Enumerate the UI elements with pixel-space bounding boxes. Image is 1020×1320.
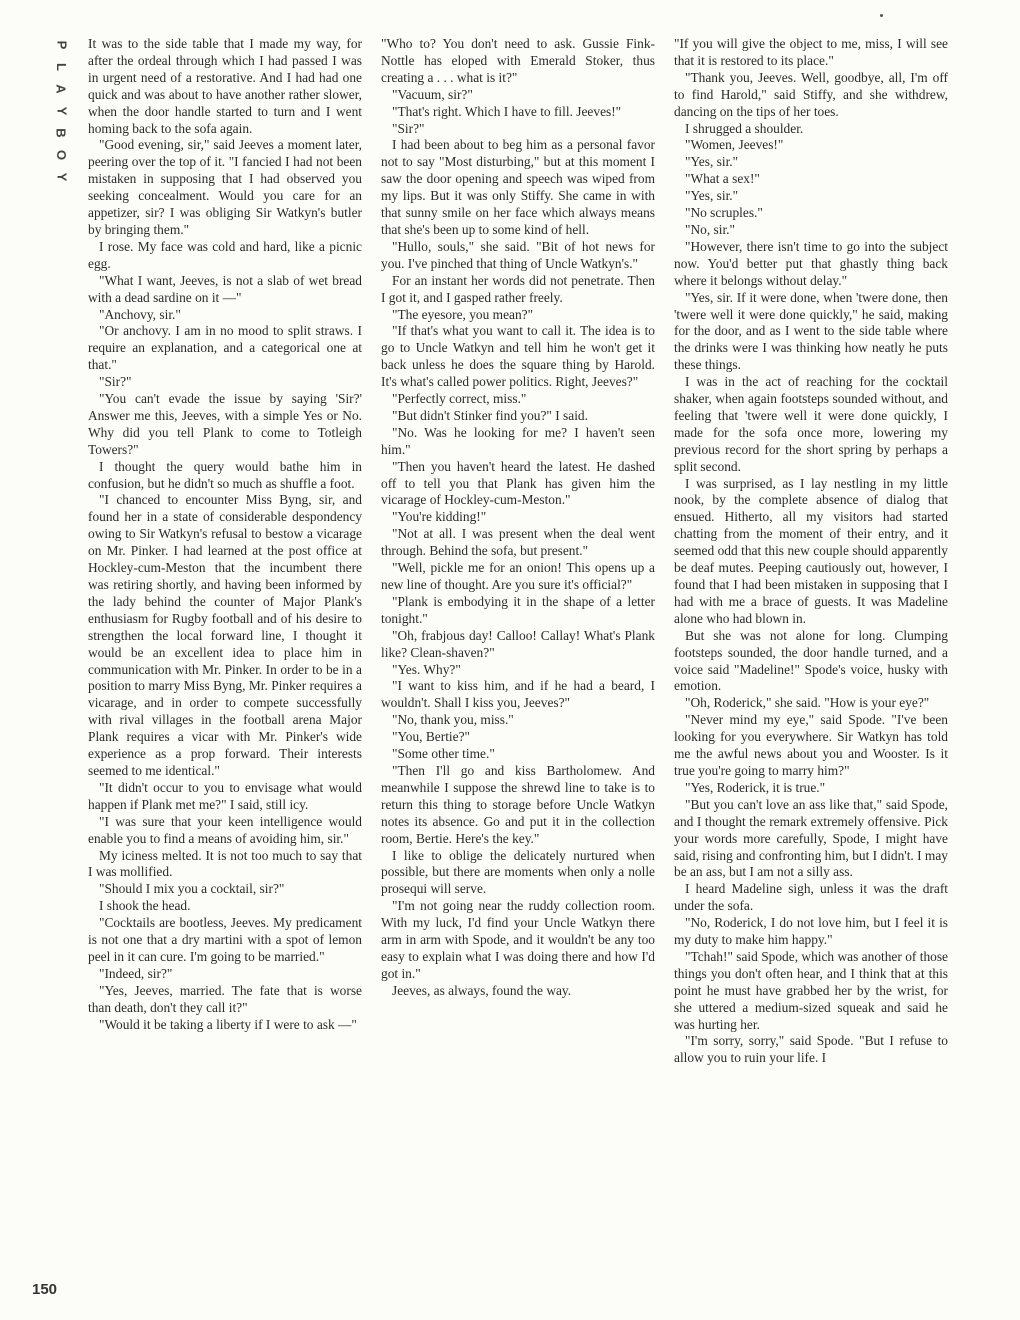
- paragraph: "Sir?": [392, 120, 425, 136]
- paragraph: "Anchovy, sir.": [99, 306, 181, 322]
- paragraph: I shook the head.: [99, 898, 191, 914]
- paragraph: "I chanced to encounter Miss Byng, sir, and found her in a state of considerable despondency owing to Sir Watkyn's refusal to bestow a vicarage on Mr. Pinker. I had learned at the post office at Hockley-cum-Meston that the incumbent there was retiring shortly, and having been informed by the lady behind the counter of Major Plank's enthusiasm for Rugby football and of his desire to strengthen the local forward line, I thought it would be an excellent idea to place him in communication with Mr. Pinker. In order to be in a position to marry Miss Byng, Mr. Pinker requires a vicarage, and in order to compete successfully with rival villages in the football arena Major Plank requires a vicar with Mr. Pinker's wide experience as a prop forward. Their interests seemed to me identical.": [88, 492, 362, 778]
- paragraph: "That's right. Which I have to fill. Jeeves!": [392, 103, 622, 119]
- paragraph: "Plank is embodying it in the shape of a letter tonight.": [381, 593, 655, 626]
- paragraph: "But you can't love an ass like that," said Spode, and I thought the remark extremely offensive. Pick your words more carefully, Spode, I might have said, rising and confronting him, but I didn't. I may be an ass, but I am not a silly ass.: [674, 796, 948, 880]
- paragraph: "But didn't Stinker find you?" I said.: [392, 407, 588, 423]
- paragraph: "No. Was he looking for me? I haven't seen him.": [381, 424, 655, 457]
- paragraph: "If you will give the object to me, miss, I will see that it is restored to its place.": [674, 36, 948, 68]
- paragraph: "I'm not going near the ruddy collection room. With my luck, I'd find your Uncle Watkyn there arm in arm with Spode, and it wouldn't be any too easy to explain what I was doing there and how I'd got in.": [381, 898, 655, 981]
- paragraph: "No, sir.": [685, 221, 735, 237]
- paragraph: "You can't evade the issue by saying 'Sir?' Answer me this, Jeeves, with a simple Yes or No. Why did you tell Plank to come to Totleigh Towers?": [88, 391, 362, 457]
- magazine-name-letter: A: [53, 84, 69, 94]
- paragraph: "Would it be taking a liberty if I were to ask —": [99, 1016, 357, 1032]
- paragraph: "Well, pickle me for an onion! This opens up a new line of thought. Are you sure it's official?": [381, 560, 655, 592]
- paragraph: "I'm sorry, sorry," said Spode. "But I refuse to allow you to ruin your life. I: [674, 1033, 948, 1066]
- paragraph: "Some other time.": [392, 746, 495, 762]
- paragraph: I like to oblige the delicately nurtured when possible, but there are moments when only a nolle prosequi will serve.: [381, 847, 655, 897]
- magazine-name-letter: L: [53, 63, 69, 71]
- paragraph: "Should I mix you a cocktail, sir?": [99, 881, 285, 897]
- paragraph: "No, thank you, miss.": [392, 712, 514, 728]
- magazine-name-vertical: [50, 34, 72, 188]
- paragraph: "Yes, Jeeves, married. The fate that is worse than death, don't they call it?": [88, 982, 362, 1015]
- paragraph: "Hullo, souls," she said. "Bit of hot news for you. I've pinched that thing of Uncle Watkyn's.": [381, 238, 655, 271]
- paragraph: I was in the act of reaching for the cocktail shaker, when again footsteps sounded without, and feeling that 'twere well it were done quickly, I made for the sofa once more, lowering my previous record for the short spring by perhaps a split second.: [674, 374, 948, 474]
- paragraph: "Never mind my eye," said Spode. "I've been looking for you everywhere. Sir Watkyn has told me the awful news about you and Wooster. Is it true you're going to marry him?": [674, 712, 948, 778]
- paragraph: "Yes, sir.": [685, 188, 739, 204]
- paragraph: I thought the query would bathe him in confusion, but he didn't so much as shuffle a foot.: [88, 458, 362, 491]
- paragraph: "Who to? You don't need to ask. Gussie Fink-Nottle has eloped with Emerald Stoker, thus creating a . . . what is it?": [381, 36, 655, 85]
- paragraph: "I want to kiss him, and if he had a beard, I wouldn't. Shall I kiss you, Jeeves?": [381, 678, 655, 711]
- paragraph: I rose. My face was cold and hard, like a picnic egg.: [88, 238, 362, 271]
- paragraph: "Yes. Why?": [392, 661, 461, 677]
- paragraph: "If that's what you want to call it. The idea is to go to Uncle Watkyn and tell him he won't get it back unless he does the square thing by Harold. It's what's called power politics. Right, Jeeves?": [381, 323, 655, 390]
- paragraph: "However, there isn't time to go into the subject now. You'd better put that ghastly thing back where it belongs without delay.": [674, 238, 948, 288]
- paragraph: It was to the side table that I made my way, for after the ordeal through which I had passed I was in urgent need of a restorative. And I had had one quick and was about to have another rather slower, when the door handle started to turn and I went homing back to the sofa again.: [88, 36, 362, 136]
- magazine-name-letter: B: [53, 128, 69, 138]
- paragraph: "You, Bertie?": [392, 729, 471, 745]
- paragraph: "Good evening, sir," said Jeeves a moment later, peering over the top of it. "I fancied I had not been mistaken in supposing that I had observed you seeking concealment. Would you care for an appetizer, sir? I was obliging Sir Watkyn's butler by bringing them.": [88, 137, 362, 237]
- paragraph: "It didn't occur to you to envisage what would happen if Plank met me?" I said, still icy.: [88, 779, 362, 812]
- paragraph: "I was sure that your keen intelligence would enable you to find a means of avoiding him, sir.": [88, 813, 362, 846]
- paragraph: I shrugged a shoulder.: [685, 120, 804, 136]
- paragraph: "Sir?": [99, 374, 132, 390]
- paragraph: "No, Roderick, I do not love him, but I feel it is my duty to make him happy.": [674, 915, 948, 948]
- magazine-name-letter: Y: [53, 106, 69, 116]
- paragraph: I was surprised, as I lay nestling in my little nook, by the complete absence of dialog that ensued. Hitherto, all my visitors had started chatting from the moment of their entry, and it seemed odd that this new couple should apparently be deaf mutes. Peeping cautiously out, however, I found that I had been mistaken in supposing that I had with me a brace of guests. It was Madeline alone who had blown in.: [674, 475, 948, 626]
- paragraph: "Thank you, Jeeves. Well, goodbye, all, I'm off to find Harold," said Stiffy, and she withdrew, dancing on the tips of her toes.: [674, 69, 948, 119]
- paragraph: Jeeves, as always, found the way.: [392, 982, 572, 998]
- paragraph: "No scruples.": [685, 205, 763, 221]
- paragraph: "Then you haven't heard the latest. He dashed off to tell you that Plank has given him the vicarage of Hockley-cum-Meston.": [381, 458, 655, 508]
- paragraph: "Yes, Roderick, it is true.": [685, 779, 826, 795]
- paragraph: "Vacuum, sir?": [392, 86, 473, 102]
- paragraph: I heard Madeline sigh, unless it was the draft under the sofa.: [674, 881, 948, 914]
- paragraph: "Yes, sir. If it were done, when 'twere done, then 'twere well it were done quickly," he said, making for the door, and as I went to the side table where the drinks were I was thinking how neatly he puts these things.: [674, 289, 948, 373]
- paragraph: "Women, Jeeves!": [685, 137, 784, 153]
- magazine-name-letter: Y: [53, 172, 69, 182]
- paragraph: "Then I'll go and kiss Bartholomew. And meanwhile I suppose the shrewd line to take is to return this thing to storage before Uncle Watkyn notes its absence. Go and put it in the collection room, Bertie. Here's the key.": [381, 762, 655, 846]
- paragraph: "Perfectly correct, miss.": [392, 391, 527, 407]
- paragraph: "Yes, sir.": [685, 154, 739, 170]
- text-column-2: [381, 36, 655, 1000]
- paragraph: "Cocktails are bootless, Jeeves. My predicament is not one that a dry martini with a spot of lemon peel in it can cure. I'm going to be married.": [88, 915, 362, 964]
- paragraph: "Not at all. I was present when the deal went through. Behind the sofa, but present.": [381, 526, 655, 559]
- paragraph: "Oh, frabjous day! Calloo! Callay! What's Plank like? Clean-shaven?": [381, 627, 655, 660]
- paragraph: "Tchah!" said Spode, which was another of those things you don't often hear, and I think that at this point he must have grabbed her by the wrist, for she uttered a medium-sized squeak and said he was hurting her.: [674, 948, 948, 1032]
- page-number: 150: [32, 1281, 58, 1298]
- page-speck: [880, 14, 883, 17]
- paragraph: I had been about to beg him as a personal favor not to say "Most disturbing," but at this moment I saw the door opening and speech was wiped from my lips. But it was only Stiffy. She came in with that sunny smile on her face which always means that she's been up to some kind of hell.: [381, 137, 655, 237]
- paragraph: My iciness melted. It is not too much to say that I was mollified.: [88, 847, 362, 880]
- paragraph: But she was not alone for long. Clumping footsteps sounded, the door handle turned, and a voice said "Madeline!" Spode's voice, husky with emotion.: [674, 627, 948, 694]
- paragraph: "Or anchovy. I am in no mood to split straws. I require an explanation, and a categorical one at that.": [88, 323, 362, 373]
- paragraph: "What a sex!": [685, 171, 760, 187]
- paragraph: For an instant her words did not penetrate. Then I got it, and I gasped rather freely.: [381, 272, 655, 305]
- paragraph: "What I want, Jeeves, is not a slab of wet bread with a dead sardine on it —": [88, 272, 362, 305]
- magazine-name-letter: P: [53, 40, 69, 50]
- paragraph: "Indeed, sir?": [99, 965, 173, 981]
- text-column-1: [88, 36, 362, 1033]
- paragraph: "The eyesore, you mean?": [392, 306, 534, 322]
- paragraph: "Oh, Roderick," she said. "How is your eye?": [685, 695, 930, 711]
- paragraph: "You're kidding!": [392, 509, 487, 525]
- text-column-3: [674, 36, 948, 1067]
- magazine-name-letter: O: [54, 149, 69, 161]
